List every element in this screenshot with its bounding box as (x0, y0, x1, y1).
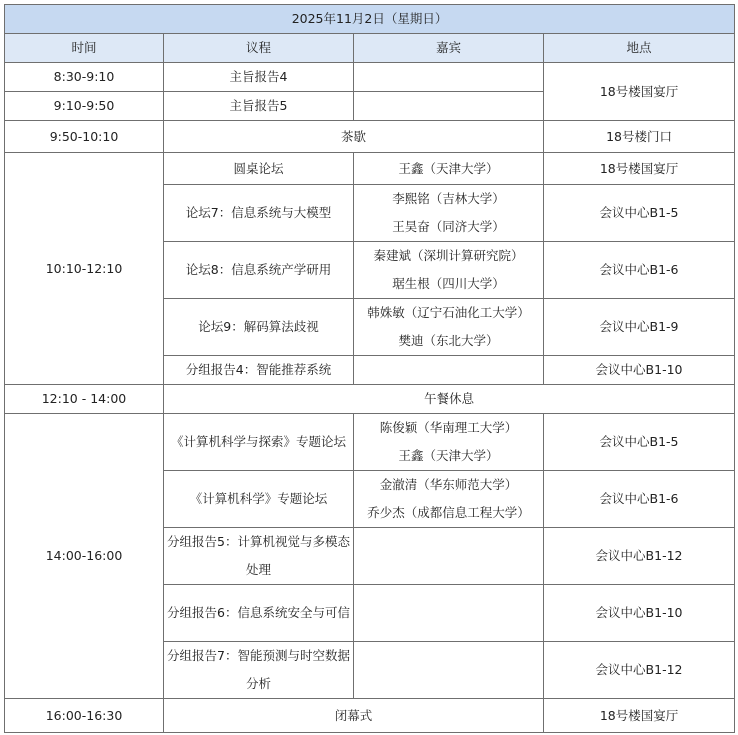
agenda-cell: 闭幕式 (164, 699, 544, 733)
agenda-cell: 午餐休息 (164, 385, 735, 414)
agenda-cell: 分组报告5：计算机视觉与多模态处理 (164, 528, 354, 585)
guest-cell (354, 63, 544, 92)
table-row (5, 385, 735, 414)
agenda-cell: 主旨报告5 (164, 92, 354, 121)
guest-name: 王昊奋（同济大学） (392, 219, 505, 234)
column-header-time: 时间 (5, 34, 164, 63)
venue-cell: 会议中心B1-5 (544, 185, 735, 242)
venue-cell: 会议中心B1-10 (544, 356, 735, 385)
agenda-cell: 分组报告7：智能预测与时空数据分析 (164, 642, 354, 699)
table-row (5, 153, 735, 185)
table-row (5, 699, 735, 733)
guest-cell (354, 299, 544, 356)
time-cell: 8:30-9:10 (5, 63, 164, 92)
agenda-cell: 分组报告6：信息系统安全与可信 (164, 585, 354, 642)
guest-name: 秦建斌（深圳计算研究院） (373, 248, 524, 263)
column-header-guest: 嘉宾 (354, 34, 544, 63)
time-cell: 16:00-16:30 (5, 699, 164, 733)
column-header-agenda: 议程 (164, 34, 354, 63)
time-cell: 14:00-16:00 (5, 414, 164, 699)
table-row (5, 63, 735, 92)
guest-name: 李熙铭（吉林大学） (392, 191, 505, 206)
guest-cell (354, 585, 544, 642)
venue-cell: 会议中心B1-12 (544, 642, 735, 699)
venue-cell: 18号楼国宴厅 (544, 699, 735, 733)
agenda-cell: 茶歇 (164, 121, 544, 153)
date-header: 2025年11月2日（星期日） (5, 5, 735, 34)
agenda-cell: 论坛8：信息系统产学研用 (164, 242, 354, 299)
agenda-cell: 《计算机科学》专题论坛 (164, 471, 354, 528)
venue-cell: 18号楼国宴厅 (544, 63, 735, 121)
guest-name: 樊迪（东北大学） (398, 333, 499, 348)
guest-cell (354, 471, 544, 528)
guest-name: 琚生根（四川大学） (392, 276, 505, 291)
venue-cell: 18号楼国宴厅 (544, 153, 735, 185)
guest-cell (354, 185, 544, 242)
time-cell: 9:50-10:10 (5, 121, 164, 153)
venue-cell: 18号楼门口 (544, 121, 735, 153)
guest-name: 韩姝敏（辽宁石油化工大学） (367, 305, 530, 320)
agenda-cell: 分组报告4：智能推荐系统 (164, 356, 354, 385)
time-cell: 9:10-9:50 (5, 92, 164, 121)
guest-cell (354, 356, 544, 385)
venue-cell: 会议中心B1-12 (544, 528, 735, 585)
guest-cell (354, 642, 544, 699)
table-row (5, 121, 735, 153)
guest-name: 王鑫（天津大学） (398, 448, 499, 463)
venue-cell: 会议中心B1-9 (544, 299, 735, 356)
agenda-cell: 圆桌论坛 (164, 153, 354, 185)
time-cell: 12:10 - 14:00 (5, 385, 164, 414)
venue-cell: 会议中心B1-5 (544, 414, 735, 471)
guest-name: 金澈清（华东师范大学） (379, 477, 518, 492)
guest-cell (354, 528, 544, 585)
guest-name: 陈俊颖（华南理工大学） (379, 420, 518, 435)
guest-cell (354, 242, 544, 299)
guest-cell (354, 414, 544, 471)
venue-cell: 会议中心B1-6 (544, 471, 735, 528)
agenda-cell: 《计算机科学与探索》专题论坛 (164, 414, 354, 471)
agenda-cell: 论坛9：解码算法歧视 (164, 299, 354, 356)
guest-cell: 王鑫（天津大学） (354, 153, 544, 185)
agenda-cell: 论坛7：信息系统与大模型 (164, 185, 354, 242)
schedule-table (4, 4, 735, 733)
time-cell: 10:10-12:10 (5, 153, 164, 385)
venue-cell: 会议中心B1-6 (544, 242, 735, 299)
table-row (5, 414, 735, 471)
column-header-venue: 地点 (544, 34, 735, 63)
guest-name: 乔少杰（成都信息工程大学） (367, 505, 530, 520)
venue-cell: 会议中心B1-10 (544, 585, 735, 642)
column-header-row (5, 34, 735, 63)
date-header-row (5, 5, 735, 34)
guest-cell (354, 92, 544, 121)
agenda-cell: 主旨报告4 (164, 63, 354, 92)
